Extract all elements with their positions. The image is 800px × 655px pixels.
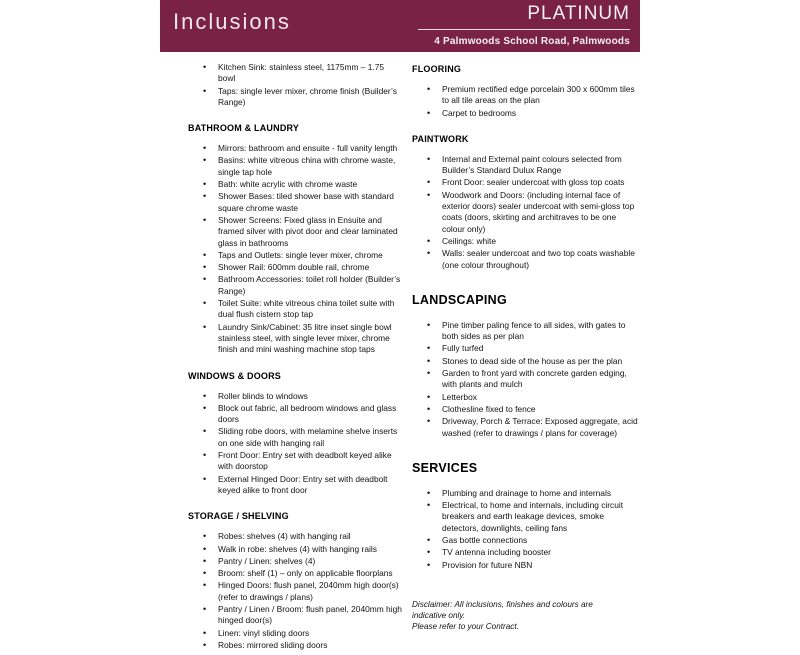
section — [188, 62, 402, 108]
list-item: • Mirrors: bathroom and ensuite - full vanity length — [188, 143, 402, 154]
disclaimer-line: Disclaimer: All inclusions, finishes and colours are indicative only. — [412, 599, 593, 620]
list-item: • Broom: shelf (1) – only on applicable floorplans — [188, 568, 402, 579]
list-item: • Shower Bases: tiled shower base with standard square chrome waste — [188, 191, 402, 214]
list-item: • Gas bottle connections — [412, 535, 640, 546]
list-item: • Basins: white vitreous china with chrome waste, single tap hole — [188, 155, 402, 178]
section-heading: LANDSCAPING — [412, 292, 507, 307]
list-item: • Letterbox — [412, 392, 640, 403]
page-title: Inclusions — [173, 9, 291, 34]
list-item: • External Hinged Door: Entry set with deadbolt keyed alike to front door — [188, 474, 402, 497]
list-item: • Front Door: sealer undercoat with gloss top coats — [412, 177, 640, 188]
list-item: • Shower Rail: 600mm double rail, chrome — [188, 262, 402, 273]
section-heading: WINDOWS & DOORS — [188, 370, 281, 381]
list-item: • Garden to front yard with concrete garden edging, with plants and mulch — [412, 368, 640, 391]
item-list — [412, 154, 640, 271]
list-item: • Roller blinds to windows — [188, 391, 402, 402]
header-bar — [160, 0, 640, 52]
list-item: • Provision for future NBN — [412, 560, 640, 571]
list-item: • Woodwork and Doors: (including internal face of exterior doors) sealer undercoat with semi-gloss top coats (doors, skirting and architraves to be one colour only) — [412, 190, 640, 235]
list-item: • Carpet to bedrooms — [412, 108, 640, 119]
list-item: • Pantry / Linen / Broom: flush panel, 2040mm high hinged door(s) — [188, 604, 402, 627]
list-item: • Hinged Doors: flush panel, 2040mm high door(s) (refer to drawings / plans) — [188, 580, 402, 603]
list-item: • Walk in robe: shelves (4) with hanging rails — [188, 544, 402, 555]
list-item: • Taps and Outlets: single lever mixer, chrome — [188, 250, 402, 261]
section — [188, 123, 402, 355]
item-list — [188, 143, 402, 355]
section — [412, 134, 640, 271]
item-list — [188, 62, 402, 108]
list-item: • TV antenna including booster — [412, 547, 640, 558]
list-item: • Sliding robe doors, with melamine shelve inserts on one side with hanging rail — [188, 426, 402, 449]
list-item: • Driveway, Porch & Terrace: Exposed aggregate, acid washed (refer to drawings / plans for coverage) — [412, 416, 640, 439]
list-item: • Clothesline fixed to fence — [412, 404, 640, 415]
list-item: • Kitchen Sink: stainless steel, 1175mm – 1.75 bowl — [188, 62, 402, 85]
list-item: • Laundry Sink/Cabinet: 35 litre inset single bowl stainless steel, with single lever mixer, chrome finish and mini washing machine stop taps — [188, 322, 402, 356]
section — [412, 293, 640, 439]
list-item: • Pine timber paling fence to all sides, with gates to both sides as per plan — [412, 320, 640, 343]
section-heading: BATHROOM & LAUNDRY — [188, 123, 300, 134]
item-list — [188, 391, 402, 497]
list-item: • Internal and External paint colours selected from Builder’s Standard Dulux Range — [412, 154, 640, 177]
list-item: • Front Door: Entry set with deadbolt keyed alike with doorstop — [188, 450, 402, 473]
list-item: • Walls: sealer undercoat and two top coats washable (one colour throughout) — [412, 248, 640, 271]
item-list — [188, 531, 402, 651]
section-heading: SERVICES — [412, 460, 478, 475]
content-columns — [160, 62, 640, 655]
section — [188, 371, 402, 497]
item-list — [412, 320, 640, 439]
item-list — [412, 488, 640, 571]
list-item: • Bathroom Accessories: toilet roll holder (Builder’s Range) — [188, 274, 402, 297]
section-heading: FLOORING — [412, 64, 462, 74]
section-heading: PAINTWORK — [412, 133, 469, 144]
list-item: • Toilet Suite: white vitreous china toilet suite with dual flush cistern stop tap — [188, 298, 402, 321]
list-item: • Plumbing and drainage to home and internals — [412, 488, 640, 499]
list-item: • Fully turfed — [412, 343, 640, 354]
list-item: • Ceilings: white — [412, 236, 640, 247]
list-item: • Robes: mirrored sliding doors — [188, 640, 402, 651]
right-column — [412, 62, 640, 655]
list-item: • Electrical, to home and internals, including circuit breakers and earth leakage devices, smoke detectors, downlights, ceiling fans — [412, 500, 640, 534]
section — [412, 461, 640, 571]
left-column — [188, 62, 402, 655]
header-right-block — [418, 3, 630, 52]
package-name: PLATINUM — [418, 3, 630, 30]
list-item: • Premium rectified edge porcelain 300 x 600mm tiles to all tile areas on the plan — [412, 84, 640, 107]
list-item: • Pantry / Linen: shelves (4) — [188, 556, 402, 567]
item-list — [412, 84, 640, 119]
disclaimer-line: Please refer to your Contract. — [412, 621, 519, 631]
section-heading: STORAGE / SHELVING — [188, 511, 289, 522]
disclaimer-text — [412, 599, 622, 632]
list-item: • Linen: vinyl sliding doors — [188, 628, 402, 639]
list-item: • Shower Screens: Fixed glass in Ensuite and framed silver with pivot door and clear laminated glass in bathrooms — [188, 215, 402, 249]
section — [188, 511, 402, 651]
list-item: • Block out fabric, all bedroom windows and glass doors — [188, 403, 402, 426]
property-address: 4 Palmwoods School Road, Palmwoods — [434, 36, 630, 47]
section — [412, 64, 640, 119]
list-item: • Taps: single lever mixer, chrome finish (Builder’s Range) — [188, 86, 402, 109]
list-item: • Robes: shelves (4) with hanging rail — [188, 531, 402, 542]
document-page — [160, 0, 640, 650]
list-item: • Bath: white acrylic with chrome waste — [188, 179, 402, 190]
list-item: • Stones to dead side of the house as per the plan — [412, 356, 640, 367]
